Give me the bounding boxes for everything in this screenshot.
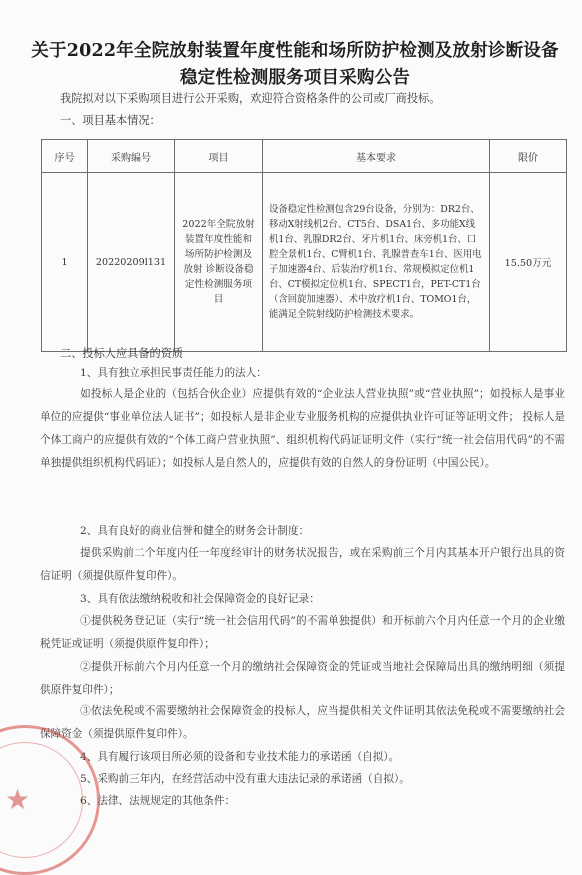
section-heading-project-info: 一、项目基本情况：	[60, 114, 161, 127]
paragraph-6	[40, 610, 565, 656]
paragraph-10	[40, 768, 565, 791]
header-code: 采购编号	[88, 140, 175, 173]
cell-price: 15.50万元	[490, 173, 567, 352]
header-project: 项目	[175, 140, 263, 173]
paragraph-4-text: 提供采购前二个年度内任一年度经审计的财务状况报告，或在采购前三个月内其基本开户银行出具的资信证明（须提供原件复印件）。	[40, 547, 565, 582]
paragraph-3-text: 2、具有良好的商业信誉和健全的财务会计制度：	[80, 525, 310, 537]
paragraph-1-text: 1、具有独立承担民事责任能力的法人：	[80, 367, 267, 379]
paragraph-9-text: 4、具有履行该项目所必须的设备和专业技术能力的承诺函（自拟）。	[80, 751, 400, 763]
paragraph-1	[40, 362, 565, 385]
cell-requirement: 设备稳定性检测包含29台设备，分别为：DR2台、移动X射线机2台、CT5台、DSA1台、多功能X线机1台、乳腺DR2台、牙片机1台、床旁机1台、口腔全景机1台、C臂机1台、乳腺普查车1台、医用电子加速器4台、后装治疗机1台、常规模拟定位机1台、CT模拟定位机1台、SPECT1台，PET-CT1台（含回旋加速器）、术中放疗机1台、TOMO1台，能满足全院射线防护检测技术要求。	[263, 173, 490, 352]
cell-project: 2022年全院放射装置年度性能和场所防护检测及放射 诊断设备稳定性检测服务项目	[175, 173, 263, 352]
seal-star-icon: ★	[5, 783, 31, 816]
paragraph-8	[40, 700, 565, 746]
document-title: 关于2022年全院放射装置年度性能和场所防护检测及放射诊断设备稳定性检测服务项目采购公告	[31, 41, 559, 88]
paragraph-4	[40, 542, 565, 588]
paragraph-2-text: 如投标人是企业的（包括合伙企业）应提供有效的“企业法人营业执照”或“营业执照”；如投标人是事业单位的应提供“事业单位法人证书”；如投标人是非企业专业服务机构的应提供执业许可证等证明文件； 投标人是个体工商户的应提供有效的“个体工商户营业执照”、组织机构代码证证明文件（实行“统一社会信用代码”的不需单独提供组织机构代码证）；如投标人是自然人的，应提供有效的自然人的身份证明（中国公民）。	[40, 388, 565, 469]
table-header-row	[42, 140, 567, 173]
project-table	[41, 139, 567, 352]
paragraph-11-text: 6、法律、法规规定的其他条件：	[80, 795, 236, 807]
paragraph-8-text: ③依法免税或不需要缴纳社会保障资金的投标人，应当提供相关文件证明其依法免税或不需要缴纳社会保障资金（须提供原件复印件）。	[40, 705, 565, 740]
paragraph-7-text: ②提供开标前六个月内任意一个月的缴纳社会保障资金的凭证或当地社会保障局出具的缴纳明细（须提供原件复印件）；	[40, 661, 565, 696]
paragraph-10-text: 5、采购前三年内，在经营活动中没有重大违法记录的承诺函（自拟）。	[80, 773, 410, 785]
cell-code: 20220209l131	[88, 173, 175, 352]
paragraph-3	[40, 520, 565, 543]
section-heading-qualifications: 二、投标人应具备的资质	[60, 347, 184, 360]
paragraph-11	[40, 790, 565, 813]
header-price: 限价	[490, 140, 567, 173]
paragraph-2	[40, 383, 565, 475]
intro-text: 我院拟对以下采购项目进行公开采购，欢迎符合资格条件的公司或厂商投标。	[60, 92, 441, 105]
paragraph-5-text: 3、具有依法缴纳税收和社会保障资金的良好记录：	[80, 593, 320, 605]
paragraph-5	[40, 588, 565, 611]
paragraph-9	[40, 746, 565, 769]
table-row	[42, 173, 567, 352]
header-requirement: 基本要求	[263, 140, 490, 173]
paragraph-7	[40, 656, 565, 702]
paragraph-6-text: ①提供税务登记证（实行“统一社会信用代码”的不需单独提供）和开标前六个月内任意一个月的企业缴税凭证或证明（须提供原件复印件）；	[40, 615, 565, 650]
header-seq: 序号	[42, 140, 88, 173]
cell-seq: 1	[42, 173, 88, 352]
